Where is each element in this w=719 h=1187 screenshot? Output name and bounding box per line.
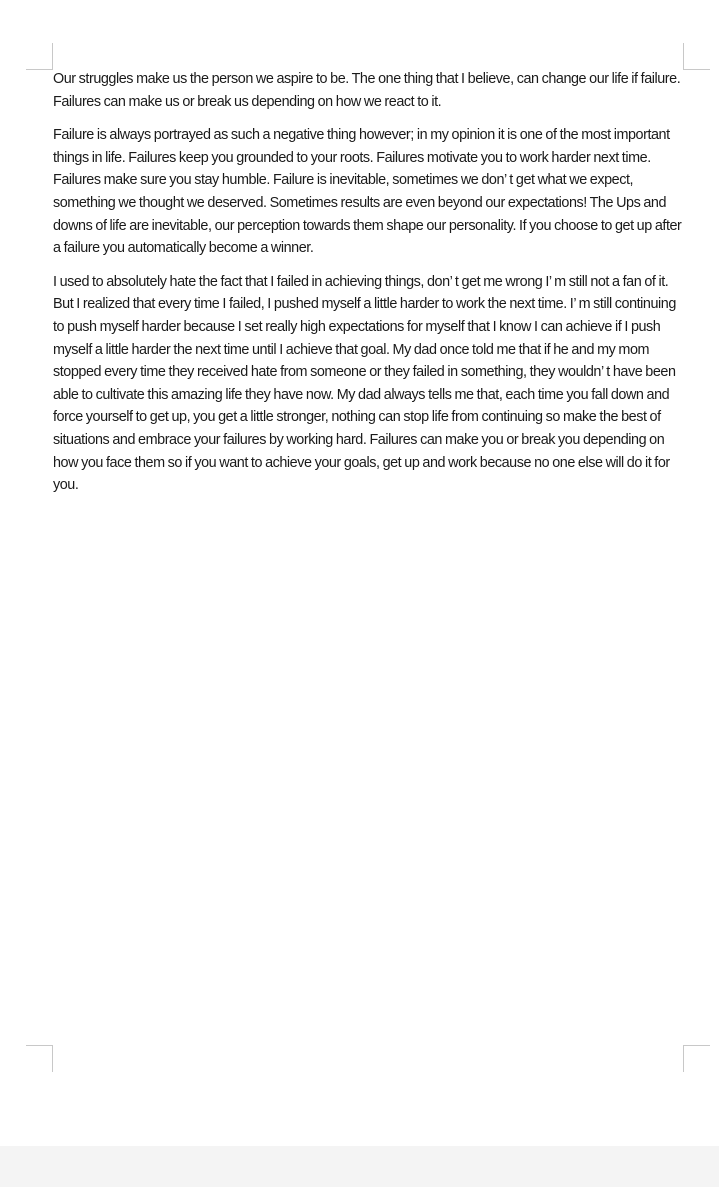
paragraph-3: I used to absolutely hate the fact that I failed in achieving things, don’ t get me wrong I’ m still not a fan of it. But I realized that every time I failed, I pushed myself a little harder to work the next time. I’ m still continuing to push myself harder because I set really high expectations for myself that I know I can achieve if I push myself a little harder the next time until I achieve that goal. My dad once told me that if he and my mom stopped every time they received hate from someone or they failed in something, they wouldn’ t have been able to cultivate this amazing life they have now. My dad always tells me that, each time you fall down and force yourself to get up, you get a little stronger, nothing can stop life from continuing so make the best of situations and embrace your failures by working hard. Failures can make you or break you depending on how you face them so if you want to achieve your goals, get up and work because no one else will do it for you. <box>53 273 676 494</box>
paragraph-2: Failure is always portrayed as such a negative thing however; in my opinion it is one of the most important things in life. Failures keep you grounded to your roots. Failures motivate you to work harder next time. Failures make sure you stay humble. Failure is inevitable, sometimes we don’ t get what we expect, something we thought we deserved. Sometimes results are even beyond our expectations! The Ups and downs of life are inevitable, our perception towards them shape our personality. If you choose to get up after a failure you automatically become a winner. <box>53 127 682 257</box>
margin-corner-bottom-right <box>683 1045 710 1072</box>
margin-corner-bottom-left <box>26 1045 53 1072</box>
margin-corner-top-right <box>683 43 710 70</box>
margin-corner-top-left <box>26 43 53 70</box>
document-body[interactable] <box>53 68 685 508</box>
paragraph-1: Our struggles make us the person we aspire to be. The one thing that I believe, can change our life if failure. Failures can make us or break us depending on how we react to it. <box>53 71 681 110</box>
status-strip <box>0 1146 719 1187</box>
